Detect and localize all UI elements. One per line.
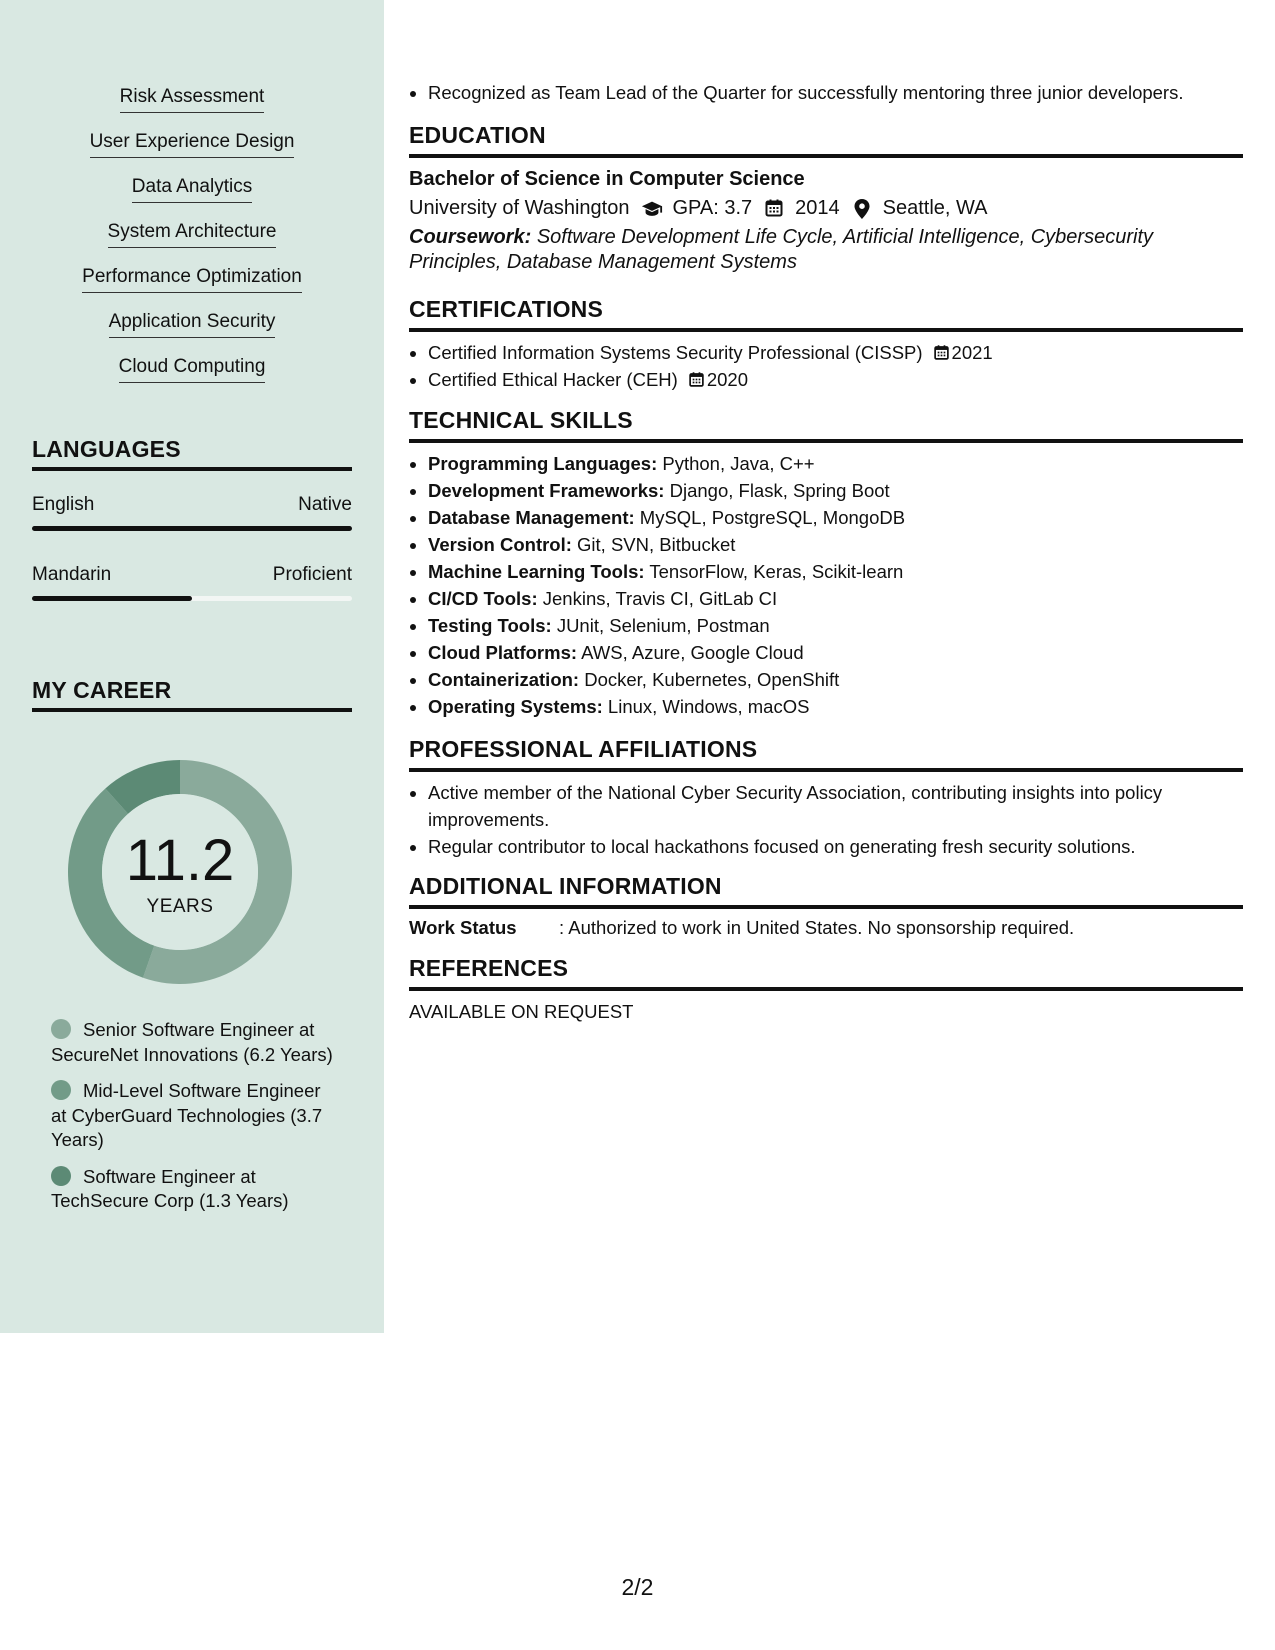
school-location: Seattle, WA <box>882 197 988 219</box>
technical-skills-heading: TECHNICAL SKILLS <box>409 407 1243 443</box>
coursework-label: Coursework: <box>409 226 532 248</box>
career-legend <box>51 1018 341 1226</box>
technical-skill-item: • Development Frameworks: Django, Flask, Spring Boot <box>428 477 1243 504</box>
career-donut-center <box>66 758 294 986</box>
certification-year: 2021 <box>951 342 993 363</box>
graduation-cap-icon <box>641 198 663 220</box>
career-item: Mid-Level Software Engineer at CyberGuard Technologies (3.7 Years) <box>51 1080 323 1150</box>
language-bar <box>32 526 352 531</box>
technical-skill-item: • Cloud Platforms: AWS, Azure, Google Cloud <box>428 639 1243 666</box>
technical-skill-item: • Containerization: Docker, Kubernetes, OpenShift <box>428 666 1243 693</box>
references-text: AVAILABLE ON REQUEST <box>409 1001 634 1022</box>
affiliation-item: • Regular contributor to local hackathons focused on generating fresh security solutions. <box>428 833 1243 860</box>
work-status-value: : Authorized to work in United States. No sponsorship required. <box>559 917 1075 938</box>
work-status-label: Work Status <box>409 917 517 938</box>
technical-skill-item: • CI/CD Tools: Jenkins, Travis CI, GitLab CI <box>428 585 1243 612</box>
technical-skill-item: • Operating Systems: Linux, Windows, macOS <box>428 693 1243 720</box>
technical-skill-item: • Version Control: Git, SVN, Bitbucket <box>428 531 1243 558</box>
career-total-years: 11.2 <box>125 828 235 893</box>
language-bar <box>32 596 352 601</box>
skill-item: Cloud Computing <box>0 355 384 400</box>
skills-list <box>0 85 384 400</box>
calendar-icon <box>688 371 705 388</box>
education-section <box>409 122 1243 275</box>
certification-year: 2020 <box>706 369 748 390</box>
language-name: English <box>32 494 95 515</box>
technical-skill-item: • Machine Learning Tools: TensorFlow, Keras, Scikit-learn <box>428 558 1243 585</box>
location-pin-icon <box>852 198 874 220</box>
career-total-unit: YEARS <box>146 896 214 917</box>
language-name: Mandarin <box>32 564 112 585</box>
language-row <box>32 494 352 516</box>
references-section <box>409 955 1243 1023</box>
affiliations-heading: PROFESSIONAL AFFILIATIONS <box>409 736 1243 772</box>
language-level: Native <box>298 494 352 515</box>
languages-heading: LANGUAGES <box>32 436 352 471</box>
skill-item: Data Analytics <box>0 175 384 220</box>
technical-skills-section <box>409 407 1243 720</box>
calendar-icon <box>764 198 786 220</box>
career-item: Senior Software Engineer at SecureNet Innovations (6.2 Years) <box>51 1019 333 1065</box>
degree-title: Bachelor of Science in Computer Science <box>409 168 805 190</box>
technical-skill-item: • Database Management: MySQL, PostgreSQL, MongoDB <box>428 504 1243 531</box>
certification-item: • Certified Ethical Hacker (CEH) 2020 <box>428 366 1243 393</box>
additional-info-heading: ADDITIONAL INFORMATION <box>409 873 1243 909</box>
skill-item: Application Security <box>0 310 384 355</box>
coursework <box>409 225 1243 275</box>
career-item: Software Engineer at TechSecure Corp (1.3 Years) <box>51 1165 289 1211</box>
experience-bullet: • Recognized as Team Lead of the Quarter for successfully mentoring three junior developers. <box>428 79 1243 106</box>
page-number: 2/2 <box>621 1574 654 1600</box>
calendar-icon <box>933 344 950 361</box>
skill-item: Performance Optimization <box>0 265 384 310</box>
additional-info-section <box>409 873 1243 939</box>
technical-skill-item: • Testing Tools: JUnit, Selenium, Postman <box>428 612 1243 639</box>
language-level: Proficient <box>272 564 352 585</box>
legend-dot-icon <box>51 1019 71 1039</box>
coursework-list: Software Development Life Cycle, Artificial Intelligence, Cybersecurity Principles, Database Management Systems <box>409 226 1153 273</box>
certification-item: • Certified Information Systems Security Professional (CISSP) 2021 <box>428 339 1243 366</box>
education-meta <box>409 197 1243 220</box>
language-bar-fill <box>32 526 352 531</box>
certifications-heading: CERTIFICATIONS <box>409 296 1243 332</box>
affiliations-section <box>409 736 1243 860</box>
work-status-row <box>409 917 1243 939</box>
references-heading: REFERENCES <box>409 955 1243 991</box>
technical-skill-item: • Programming Languages: Python, Java, C++ <box>428 450 1243 477</box>
legend-dot-icon <box>51 1166 71 1186</box>
skill-item: User Experience Design <box>0 130 384 175</box>
graduation-year: 2014 <box>795 197 840 219</box>
legend-dot-icon <box>51 1080 71 1100</box>
skill-item: Risk Assessment <box>0 85 384 130</box>
school-name: University of Washington <box>409 197 630 219</box>
skill-item: System Architecture <box>0 220 384 265</box>
affiliation-item: • Active member of the National Cyber Security Association, contributing insights into policy improvements. <box>428 779 1243 833</box>
language-row <box>32 564 352 586</box>
gpa: GPA: 3.7 <box>672 197 753 219</box>
certifications-section <box>409 296 1243 393</box>
experience-continuation <box>409 79 1243 106</box>
sidebar <box>0 0 384 1333</box>
career-heading: MY CAREER <box>32 677 352 712</box>
education-heading: EDUCATION <box>409 122 1243 158</box>
language-bar-fill <box>32 596 192 601</box>
